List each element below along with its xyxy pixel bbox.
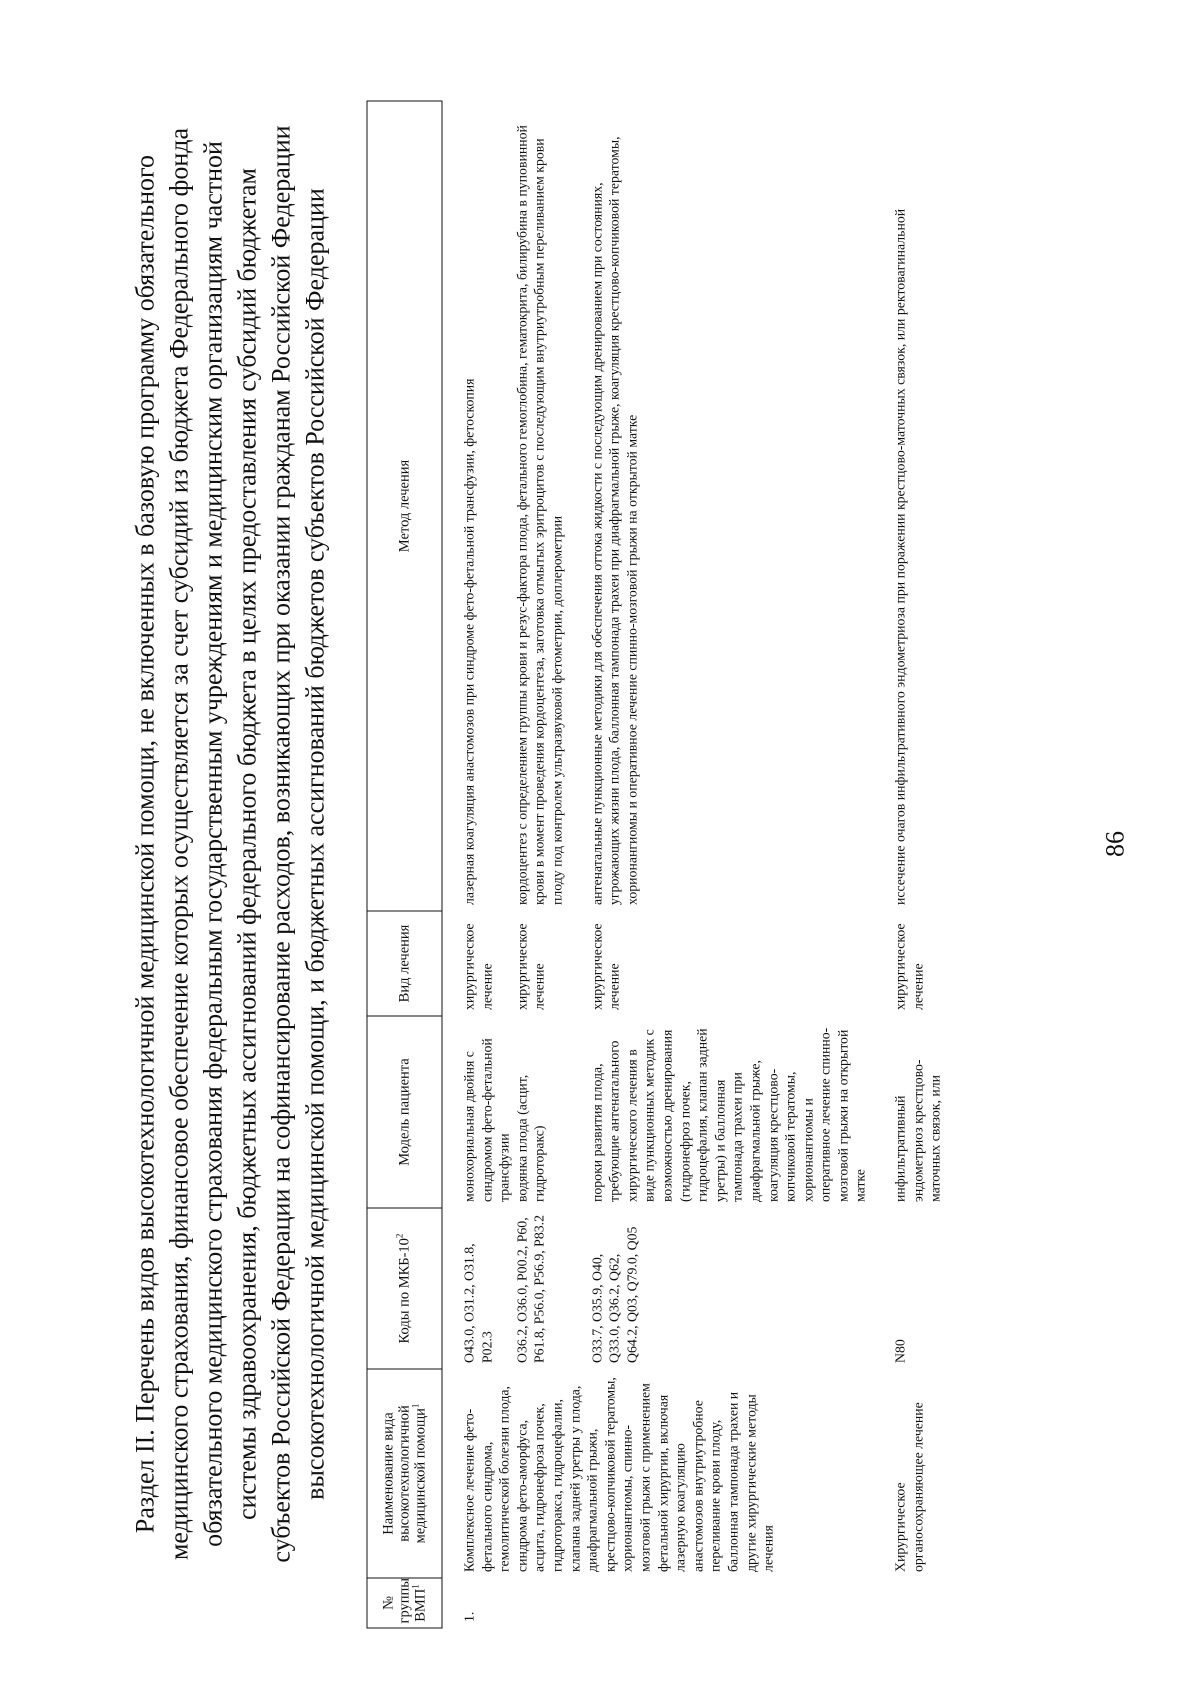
cell-icd-codes: O33.7, O35.9, O40, Q33.0, Q36.2, Q62, Q64.2, Q03, Q79.0, Q05 [589,1226,640,1363]
heading-line: субъектов Российской Федерации на софинансирование расходов, возникающих при оказании гражданам Российской Федерации [266,125,296,1563]
table-row [442,101,513,1628]
cell-treatment-type: хирургическое лечение [892,923,926,1010]
cell-treatment-method: антенатальные пункционные методики для обеспечения оттока жидкости с последующим дренированием при состояниях, угрожающих жизни плода, баллонная тампонада трахеи при диафрагмальной грыже, коагуляция крестцово-копчиковой тератомы, хорионангиомы и оперативное лечение спинно-мозговой грыжи на открытой матке [589,136,640,905]
cell-patient-model: монохориальная двойня с синдромом фето-фетальной трансфузии [461,1038,512,1202]
cell-patient-model: пороки развития плода, требующие антенатального хирургического лечения в виде пункционных методик с возможностью дренирования (гидронефроз почек, гидроцефалия, клапан задней уретры) и баллонная тампонада трахеи при диафрагмальной грыже, коагуляция крестцово-копчиковой тератомы, хорионангиомы и оперативное лечение спинно-мозговой грыжи на открытой матке [589,1027,868,1202]
cell-treatment-method: лазерная коагуляция анастомозов при синдроме фето-фетальной трансфузии, фетоскопия [461,378,477,905]
cell-icd-codes: N80 [892,1339,908,1363]
heading-line: медицинского страхования, финансовое обеспечение которых осуществляется за счет субсидий из бюджета Федерального фонда [164,127,194,1561]
header-treatment-type: Вид лечения [367,911,442,1016]
page-number: 86 [1100,831,1130,857]
header-icd-codes: Коды по МКБ-$10^2$ [367,1208,442,1369]
cell-group-number: 1. [461,1611,477,1622]
cell-group-number [870,1578,945,1628]
vmp-table [367,101,945,1629]
header-vmp-name: Наименование вида высокотехнологичной медицинской помощи$^1$ [367,1369,442,1578]
table-header-row [367,101,442,1628]
cell-group-number [513,1578,566,1628]
cell-treatment-type: хирургическое лечение [461,923,495,1010]
cell-vmp-name: Комплексное лечение фето-фетального синдрома, гемолитической болезни плода, синдрома фето-аморфуса, асцита, гидронефроза почек, гидроторакса, гидроцефалии, клапана задней уретры у плода, диафрагмальной грыжи, крестцово-копчиковой тератомы, хорионангиомы, спинно-мозговой грыжи с применением фетальной хирургии, включая лазерную коагуляцию анастомозов внутриутробное переливание крови плоду, баллонная тампонада трахеи и другие хирургические методы лечения [461,1377,776,1572]
header-patient-model: Модель пациента [367,1016,442,1208]
cell-group-number [566,1578,870,1628]
heading-line: системы здравоохранения, бюджетных ассигнований федерального бюджета в целях предоставления субсидий бюджетам [232,168,262,1520]
heading-line: Раздел II. Перечень видов высокотехнологичной медицинской помощи, не включенных в базовую программу обязательного [130,154,160,1534]
section-heading [129,60,333,1629]
cell-icd-codes: O36.2, O36.0, P00.2, P60, P61.8, P56.0, P56.9, P83.2 [514,1215,547,1363]
header-treatment-method: Метод лечения [367,101,442,911]
heading-line: обязательного медицинского страхования федеральным государственным учреждениям и медицинским организациям частной [198,141,228,1547]
table-row [870,101,945,1628]
cell-patient-model: водянка плода (асцит, гидроторакс) [514,1074,547,1202]
heading-line: высокотехнологичной медицинской помощи, и бюджетных ассигнований бюджетов субъектов Российской Федерации [300,188,330,1500]
rotated-document [1,0,1200,1689]
cell-treatment-type: хирургическое лечение [514,923,547,1010]
cell-patient-model: инфильтративный эндометриоз крестцово-маточных связок, или [892,1059,943,1202]
cell-vmp-name: Хирургическое органосохраняющее лечение [892,1402,926,1572]
cell-icd-codes: O43.0, O31.2, O31.8, P02.3 [461,1243,495,1363]
cell-treatment-method: иссечение очагов инфильтративного эндометриоза при поражении крестцово-маточных связок, или ректовагинальной [892,208,908,905]
cell-treatment-type: хирургическое лечение [589,923,622,1010]
header-group-number: № группы ВМП$^1$ [367,1578,442,1628]
cell-treatment-method: кордоцентез с определением группы крови и резус-фактора плода, фетального гемоглобина, гематокрита, билирубина в пуповинной крови в момент проведения кордоцентеза, заготовка отмытых эритроцитов с последующим внутриутробным переливанием крови плоду под контролем ультразвуковой фетометрии, доплерометрии [514,125,565,905]
